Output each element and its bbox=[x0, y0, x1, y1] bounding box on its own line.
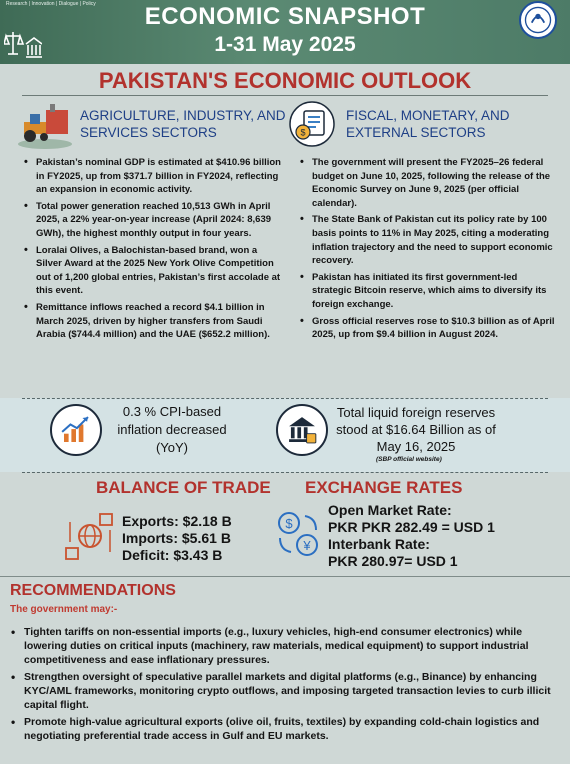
list-item: • Total power generation reached 10,513 GWh in April 2025, a 22% year-on-year increase (April 2024: 8,639 GWh), the highest monthly output in four years. bbox=[22, 200, 284, 241]
list-item: • The government will present the FY2025–26 federal budget on June 10, 2025, following the release of the Economic Survey on June 9, 2025 (per official calendar). bbox=[298, 156, 556, 210]
divider bbox=[0, 576, 570, 577]
list-item: • The State Bank of Pakistan cut its policy rate by 100 basis points to 11% in May 2025, citing a moderating inflation trajectory and the need to support economic recovery. bbox=[298, 213, 556, 267]
outlook-title: PAKISTAN'S ECONOMIC OUTLOOK bbox=[98, 68, 472, 93]
interbank-value: PKR 280.97= USD 1 bbox=[328, 553, 458, 569]
reserves-line: May 16, 2025 bbox=[376, 439, 456, 454]
cpi-line: inflation decreased bbox=[117, 422, 227, 437]
divider bbox=[22, 472, 548, 473]
divider bbox=[22, 95, 548, 96]
exports-value: Exports: $2.18 B bbox=[122, 513, 232, 529]
reserves-source: (SBP official website) bbox=[376, 456, 442, 463]
right-bullet-list bbox=[298, 156, 556, 345]
bank-vault-icon bbox=[276, 404, 328, 456]
right-heading-line2: EXTERNAL SECTORS bbox=[346, 125, 486, 140]
left-bullet-list bbox=[22, 156, 284, 345]
svg-text:$: $ bbox=[300, 127, 306, 138]
tagline: Research | Innovation | Dialogue | Policy bbox=[6, 1, 96, 7]
globe-boxes-icon bbox=[64, 512, 118, 562]
list-item: • Promote high-value agricultural exports (olive oil, fruits, textiles) by expanding cold-chain logistics and negotiating preferential trade access in Gulf and EU markets. bbox=[8, 715, 560, 743]
cpi-highlight bbox=[108, 403, 236, 457]
divider bbox=[22, 398, 548, 399]
list-item: • Pakistan’s nominal GDP is estimated at $410.96 billion in FY2025, up from $371.7 billion in FY2024, reflecting an expansion in economic activity. bbox=[22, 156, 284, 197]
left-column-heading bbox=[80, 107, 286, 141]
left-heading-line1: AGRICULTURE, INDUSTRY, AND bbox=[80, 108, 286, 123]
cpi-line: (YoY) bbox=[155, 440, 189, 455]
chart-up-icon bbox=[50, 404, 102, 456]
list-item: • Remittance inflows reached a record $4.1 billion in March 2025, driven by higher transfers from Saudi Arabia ($744.4 million) and the UAE ($652.2 million). bbox=[22, 301, 284, 342]
cpi-line: 0.3 % CPI-based bbox=[122, 404, 222, 419]
list-item: • Strengthen oversight of speculative parallel markets and digital platforms (e.g., Binance) by enhancing KYC/AML frameworks, monitoring crypto outflows, and imposing targeted transaction levies to curb illicit capital flight. bbox=[8, 670, 560, 712]
institute-seal-logo bbox=[519, 1, 557, 39]
open-market-label: Open Market Rate: bbox=[328, 502, 452, 518]
list-item: • Gross official reserves rose to $10.3 billion as of April 2025, up from $9.4 billion in August 2024. bbox=[298, 315, 556, 342]
reserves-highlight bbox=[334, 404, 498, 455]
date-range: 1-31 May 2025 bbox=[214, 33, 356, 56]
right-column-heading bbox=[346, 107, 510, 141]
exchange-title: EXCHANGE RATES bbox=[305, 478, 463, 497]
money-report-icon bbox=[288, 100, 336, 148]
recommendations-title: RECOMMENDATIONS bbox=[10, 582, 176, 599]
svg-text:¥: ¥ bbox=[303, 538, 311, 553]
left-heading-line2: SERVICES SECTORS bbox=[80, 125, 217, 140]
scales-and-bank-icon bbox=[4, 28, 42, 62]
right-heading-line1: FISCAL, MONETARY, AND bbox=[346, 108, 510, 123]
list-item: • Pakistan has initiated its first government-led strategic Bitcoin reserve, which aims to diversify its foreign exchange. bbox=[298, 271, 556, 312]
svg-text:$: $ bbox=[285, 516, 293, 531]
page-title: ECONOMIC SNAPSHOT bbox=[144, 3, 426, 30]
header-banner bbox=[0, 0, 570, 64]
exchange-figures bbox=[328, 502, 495, 570]
trade-title: BALANCE OF TRADE bbox=[96, 478, 271, 497]
trade-figures bbox=[122, 513, 232, 564]
list-item: • Loralai Olives, a Balochistan-based brand, won a Silver Award at the 2025 New York Olive Competition out of 1,200 global entries, Pakistan’s first accolade at this event. bbox=[22, 244, 284, 298]
currency-exchange-icon bbox=[272, 508, 324, 560]
tractor-factory-icon bbox=[16, 100, 74, 150]
recommendations-intro: The government may:- bbox=[10, 604, 118, 615]
deficit-value: Deficit: $3.43 B bbox=[122, 547, 223, 563]
imports-value: Imports: $5.61 B bbox=[122, 530, 231, 546]
reserves-line: stood at $16.64 Billion as of bbox=[336, 422, 496, 437]
list-item: • Tighten tariffs on non-essential imports (e.g., luxury vehicles, high-end consumer electronics) while lowering duties on critical inputs (machinery, raw materials, medical equipment) to support industrial competitiveness and ease inflationary pressures. bbox=[8, 625, 560, 667]
open-market-value: PKR PKR 282.49 = USD 1 bbox=[328, 519, 495, 535]
interbank-label: Interbank Rate: bbox=[328, 536, 430, 552]
reserves-line: Total liquid foreign reserves bbox=[336, 405, 496, 420]
recommendations-list bbox=[8, 625, 560, 746]
